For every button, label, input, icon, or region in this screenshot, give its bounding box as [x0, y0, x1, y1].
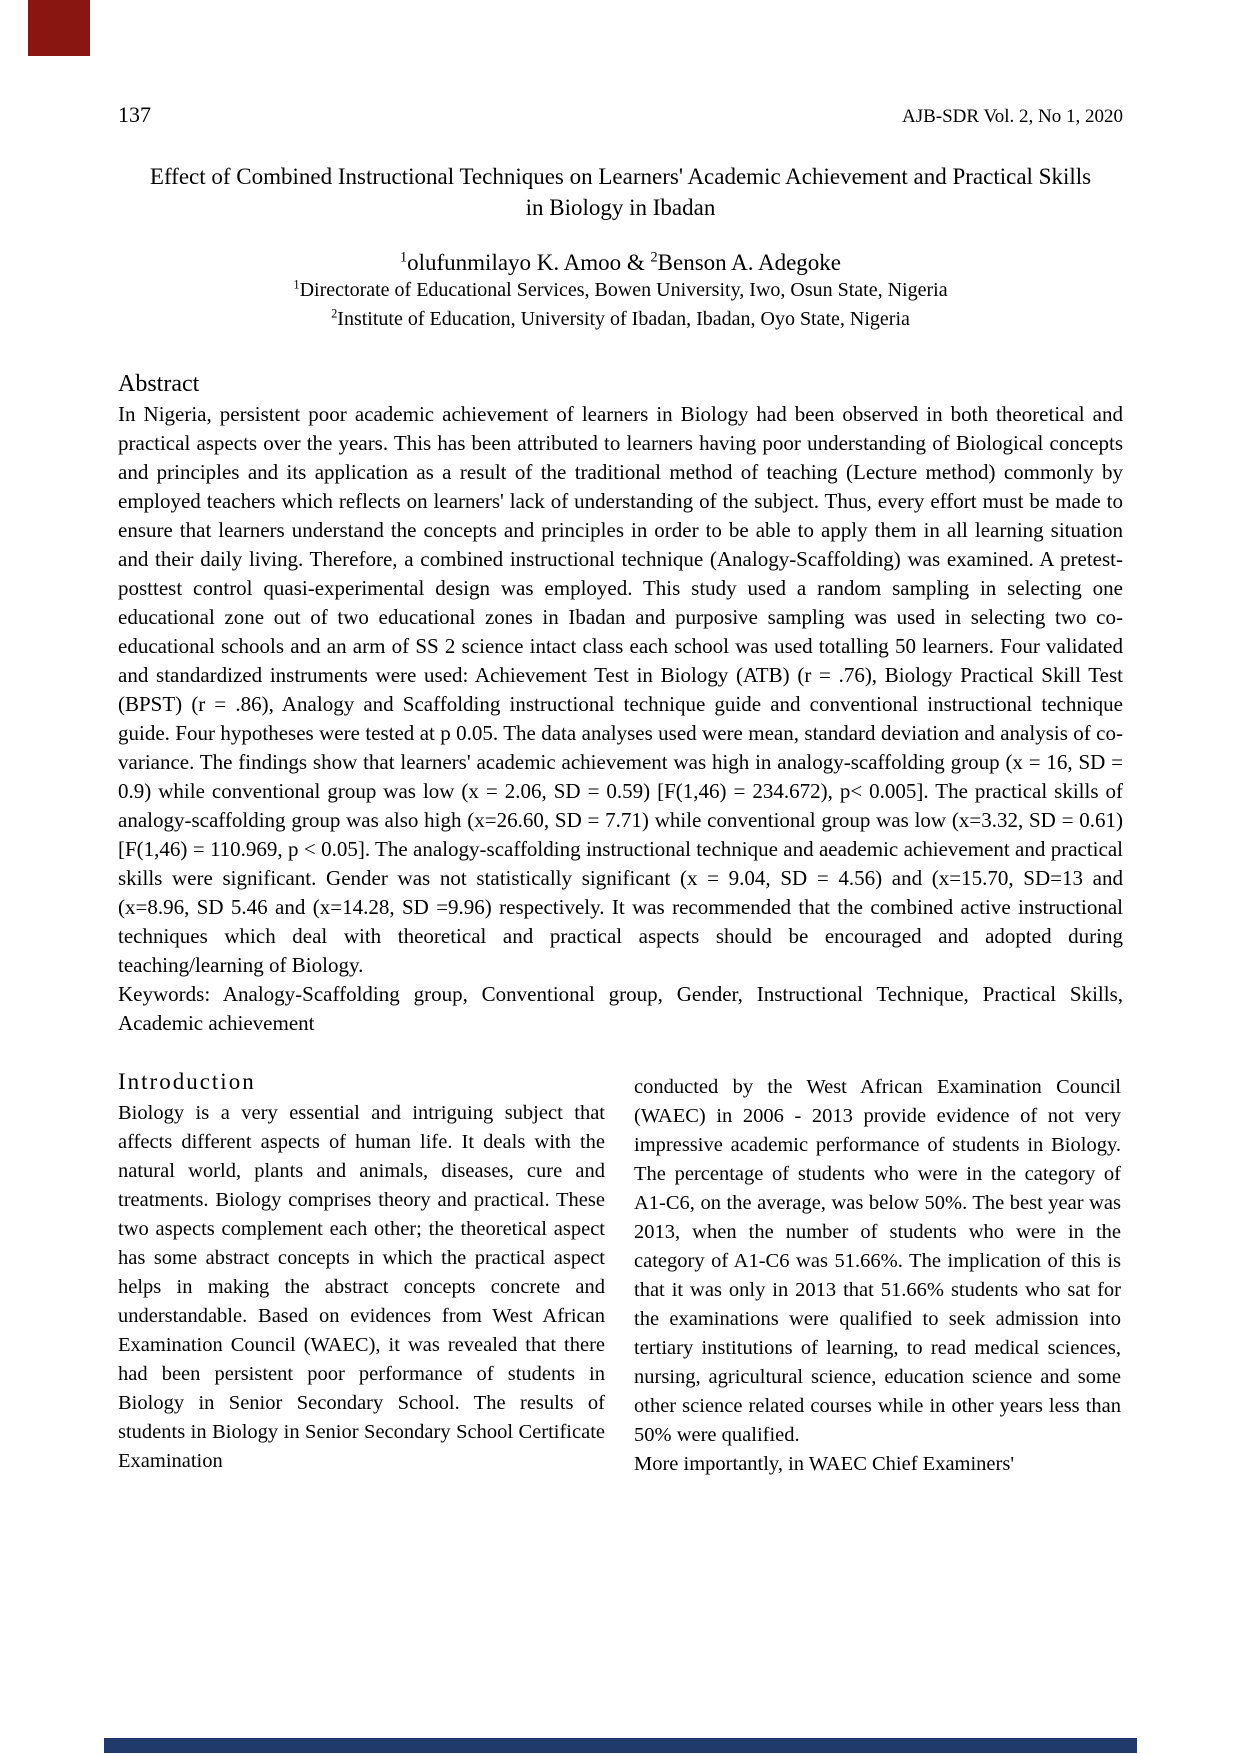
- affiliation-1-superscript: 1: [293, 277, 300, 292]
- page-footer-bar: [104, 1738, 1137, 1753]
- introduction-heading: Introduction: [118, 1069, 256, 1094]
- author2-name: Benson A. Adegoke: [657, 250, 842, 275]
- author1-name: olufunmilayo K. Amoo &: [407, 250, 651, 275]
- abstract-body: In Nigeria, persistent poor academic achievement of learners in Biology had been observed in both theoretical and practical aspects over the years. This has been attributed to learners having poor understanding of Biological concepts and principles and its application as a result of the traditional method of teaching (Lecture method) commonly by employed teachers which reflects on learners' lack of understanding of the subject. Thus, every effort must be made to ensure that learners understand the concepts and principles in order to be able to apply them in all learning situation and their daily living. Therefore, a combined instructional technique (Analogy-Scaffolding) was examined. A pretest-posttest control quasi-experimental design was employed. This study used a random sampling in selecting one educational zone out of two educational zones in Ibadan and purposive sampling was used in selecting two co-educational schools and an arm of SS 2 science intact class each school was used totalling 50 learners. Four validated and standardized instruments were used: Achievement Test in Biology (ATB) (r = .76), Biology Practical Skill Test (BPST) (r = .86), Analogy and Scaffolding instructional technique guide and conventional instructional technique guide. Four hypotheses were tested at p 0.05. The data analyses used were mean, standard deviation and analysis of co-variance. The findings show that learners' academic achievement was high in analogy-scaffolding group (x = 16, SD = 0.9) while conventional group was low (x = 2.06, SD = 0.59) [F(1,46) = 234.672), p< 0.005]. The practical skills of analogy-scaffolding group was also high (x=26.60, SD = 7.71) while conventional group was low (x=3.32, SD = 0.61) [F(1,46) = 110.969, p < 0.05]. The analogy-scaffolding instructional technique and aeademic achievement and practical skills were significant. Gender was not statistically significant (x = 9.04, SD = 4.56) and (x=15.70, SD=13 and (x=8.96, SD 5.46 and (x=14.28, SD =9.96) respectively. It was recommended that the combined active instructional techniques which deal with theoretical and practical aspects should be encouraged and adopted during teaching/learning of Biology.: [118, 402, 1123, 977]
- affiliation-2: [118, 305, 1123, 334]
- abstract-heading: Abstract: [118, 371, 200, 397]
- introduction-paragraph-right-1: conducted by the West African Examination Council (WAEC) in 2006 - 2013 provide evidence of not very impressive academic performance of students in Biology. The percentage of students who were in the category of A1-C6, on the average, was below 50%. The best year was 2013, when the number of students who were in the category of A1-C6 was 51.66%. The implication of this is that it was only in 2013 that 51.66% students who sat for the examinations were qualified to seek admission into tertiary institutions of learning, to read medical sciences, nursing, agricultural science, education science and some other science related courses while in other years less than 50% were qualified.: [634, 1076, 1121, 1446]
- author1-superscript: 1: [399, 249, 408, 266]
- journal-reference: AJB-SDR Vol. 2, No 1, 2020: [901, 106, 1123, 127]
- affiliation-1: [118, 276, 1123, 305]
- authors-line: [118, 250, 1123, 276]
- affiliation-1-text: Directorate of Educational Services, Bowen University, Iwo, Osun State, Nigeria: [299, 279, 948, 301]
- two-column-section: [118, 1067, 1123, 1479]
- introduction-paragraph-left: Biology is a very essential and intriguing subject that affects different aspects of human life. It deals with the natural world, plants and animals, diseases, cure and treatments. Biology comprises theory and practical. These two aspects complement each other; the theoretical aspect has some abstract concepts in which the practical aspect helps in making the abstract concepts concrete and understandable. Based on evidences from West African Examination Council (WAEC), it was revealed that there had been persistent poor performance of students in Biology in Senior Secondary School. The results of students in Biology in Senior Secondary School Certificate Examination: [118, 1102, 605, 1472]
- right-column: [634, 1067, 1121, 1479]
- running-header: [118, 102, 1123, 128]
- affiliation-2-text: Institute of Education, University of Ibadan, Ibadan, Oyo State, Nigeria: [337, 308, 910, 330]
- introduction-paragraph-right-2: More importantly, in WAEC Chief Examiners': [634, 1453, 1015, 1475]
- paper-title: Effect of Combined Instructional Techniques on Learners' Academic Achievement and Practical Skills in Biology in Ibadan: [149, 164, 1092, 220]
- page-number: 137: [118, 102, 151, 127]
- page-corner-decoration: [28, 0, 90, 56]
- keywords-line: Keywords: Analogy-Scaffolding group, Conventional group, Gender, Instructional Technique, Practical Skills, Academic achievement: [118, 982, 1123, 1035]
- author2-superscript: 2: [650, 249, 658, 266]
- affiliation-2-superscript: 2: [331, 306, 338, 321]
- left-column: [118, 1067, 605, 1479]
